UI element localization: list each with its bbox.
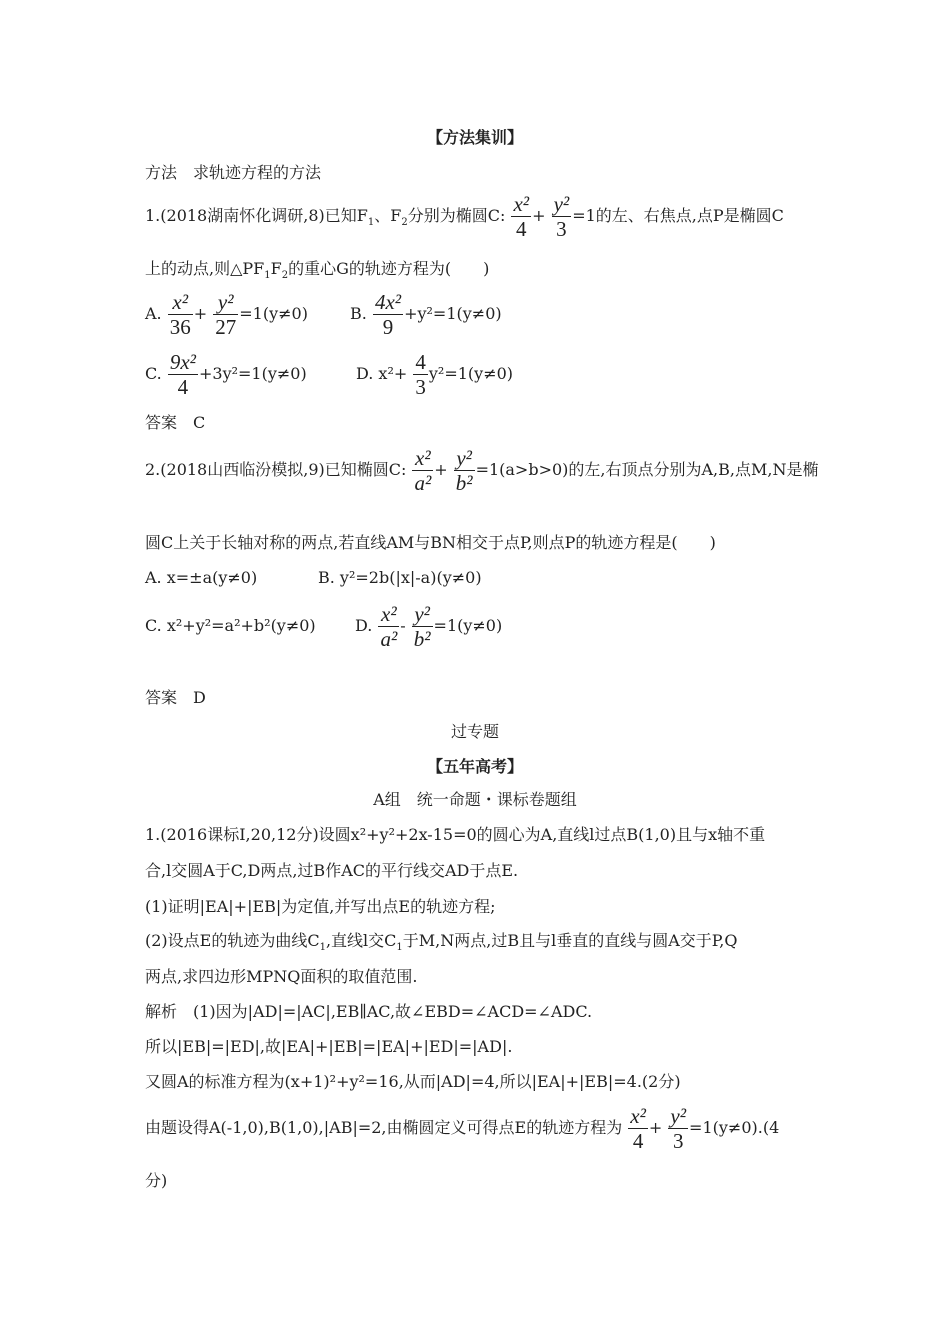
q1-stem-line2: 上的动点,则$\triangle PF_1F_2$的重心G的轨迹方程为( ) bbox=[145, 259, 490, 282]
q2-stem-line2: 圆C上关于长轴对称的两点,若直线AM与BN相交于点P,则点P的轨迹方程是( ) bbox=[145, 533, 716, 552]
p1-line5: 两点,求四边形MPNQ面积的取值范围. bbox=[145, 967, 418, 986]
q1-option-a: A. $\frac{\text{x²}}{36}$ + $\frac{\text{y²}}{27}$ =1(y≠0) bbox=[145, 290, 308, 339]
q2-option-a: A. x=±a(y≠0) bbox=[145, 568, 258, 587]
fraction: $\frac{\text{y²}}{\text{b²}}$ bbox=[413, 602, 431, 651]
fraction: $\frac{\text{y²}}{3}$ bbox=[670, 1104, 687, 1153]
fraction: $\frac{\text{4x²}}{9}$ bbox=[374, 290, 402, 339]
q1-option-c: C. $\frac{\text{9x²}}{4}$ +3y²=1(y≠0) bbox=[145, 350, 307, 399]
p1-solution-2: 所以|EB|=|ED|,故|EA|+|EB|=|EA|+|ED|=|AD|. bbox=[145, 1037, 513, 1056]
q2-option-b: B. y²=2b(|x|-a)(y≠0) bbox=[318, 568, 482, 587]
method-heading: 【方法集训】 bbox=[426, 128, 523, 147]
p1-line2: 合,l交圆A于C,D两点,过B作AC的平行线交AD于点E. bbox=[145, 861, 519, 880]
q1-option-d: D. x²+ $\frac{4}{3}$ y²=1(y≠0) bbox=[356, 350, 514, 399]
q1-answer: 答案 C bbox=[145, 413, 206, 432]
fraction: $\frac{\text{9x²}}{4}$ bbox=[169, 350, 196, 399]
p1-solution-3: 又圆A的标准方程为(x+1)²+y²=16,从而|AD|=4,所以|EA|+|EB|=4.(2分) bbox=[145, 1072, 681, 1091]
group-title: A组 统一命题・课标卷题组 bbox=[373, 790, 577, 809]
q2-option-c: C. x²+y²=a²+b²(y≠0) bbox=[145, 616, 316, 635]
q2-option-d: D. $\frac{\text{x²}}{\text{a²}}$ - $\frac{\text{y²}}{\text{b²}}$ =1(y≠0) bbox=[355, 602, 503, 651]
fraction: $\frac{\text{x²}}{\text{a²}}$ bbox=[414, 446, 432, 495]
q1-stem: 1.(2018湖南怀化调研,8)已知$F_1$、$F_2$分别为椭圆C: $\frac{\text{x²}}{4}$ + $\frac{\text{y²}}{3}$ =1的左、右焦点,点P是椭圆C bbox=[145, 192, 784, 241]
p1-line4: (2)设点E的轨迹为曲线$C_1$,直线l交$C_1$于M,N两点,过B且与l垂直的直线与圆A交于P,Q bbox=[145, 931, 738, 954]
q2-stem: 2.(2018山西临汾模拟,9)已知椭圆C: $\frac{\text{x²}}{\text{a²}}$ + $\frac{\text{y²}}{\text{b²}}$ =1(a>b>0)的左,右顶点分别为A,B,点M,N是椭 bbox=[145, 446, 819, 495]
fraction: $\frac{\text{y²}}{3}$ bbox=[553, 192, 570, 241]
section-title: 过专题 bbox=[450, 722, 499, 741]
q1-option-b: B. $\frac{\text{4x²}}{9}$ +y²=1(y≠0) bbox=[350, 290, 502, 339]
fraction: $\frac{\text{x²}}{\text{a²}}$ bbox=[380, 602, 398, 651]
p1-solution-4: 由题设得A(-1,0),B(1,0),|AB|=2,由椭圆定义可得点E的轨迹方程为 $\frac{\text{x²}}{4}$ + $\frac{\text{y²}}{3}$ =1(y≠0).(4 bbox=[145, 1104, 780, 1153]
fraction: $\frac{4}{3}$ bbox=[415, 350, 426, 399]
method-title: 方法 求轨迹方程的方法 bbox=[145, 163, 322, 182]
fraction: $\frac{\text{x²}}{4}$ bbox=[630, 1104, 646, 1153]
fraction: $\frac{\text{x²}}{36}$ bbox=[169, 290, 191, 339]
p1-line3: (1)证明|EA|+|EB|为定值,并写出点E的轨迹方程; bbox=[145, 897, 496, 916]
five-year-heading: 【五年高考】 bbox=[426, 757, 523, 776]
fraction: $\frac{\text{y²}}{\text{b²}}$ bbox=[455, 446, 473, 495]
p1-solution-1: 解析 (1)因为|AD|=|AC|,EB∥AC,故∠EBD=∠ACD=∠ADC. bbox=[145, 1002, 593, 1021]
fraction: $\frac{\text{y²}}{27}$ bbox=[215, 290, 237, 339]
p1-solution-5: 分) bbox=[145, 1171, 168, 1190]
q2-answer: 答案 D bbox=[145, 688, 206, 707]
p1-line1: 1.(2016课标Ⅰ,20,12分)设圆x²+y²+2x-15=0的圆心为A,直线l过点B(1,0)且与x轴不重 bbox=[145, 825, 766, 844]
fraction: $\frac{\text{x²}}{4}$ bbox=[513, 192, 530, 241]
